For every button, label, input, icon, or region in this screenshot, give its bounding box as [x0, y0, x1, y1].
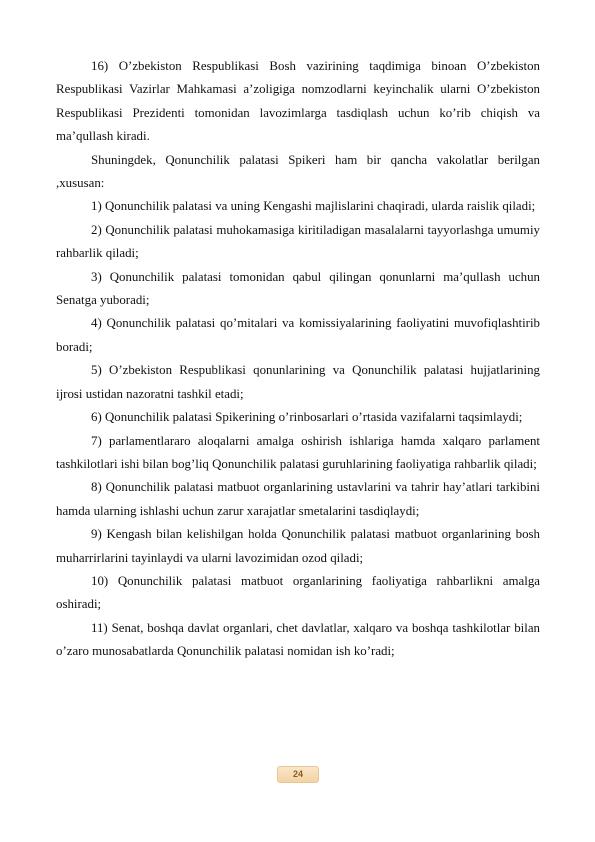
paragraph-8: 7) parlamentlararo aloqalarni amalga oshirish ishlariga hamda xalqaro parlament tashkilotlari ishi bilan bog’liq Qonunchilik palatasi guruhlarining faoliyatiga rahbarlik qiladi;: [56, 433, 540, 471]
page-number-badge: 24: [277, 766, 319, 783]
paragraph-11: 10) Qonunchilik palatasi matbuot organlarining faoliyatiga rahbarlikni amalga oshiradi;: [56, 573, 540, 612]
paragraph-0: 16) O’zbekiston Respublikasi Bosh vazirining taqdimiga binoan O’zbekiston Respublikasi Vazirlar Mahkamasi a’zoligiga nomzodlarni keyinchalik ularni O’zbekiston Respublikasi Prezidenti tomonidan lavozimlarga tasdiqlash uchun ko’rib chiqish va ma’qullash kiradi.: [56, 59, 540, 144]
paragraph-5: 4) Qonunchilik palatasi qo’mitalari va komissiyalarining faoliyatini muvofiqlashtirib boradi;: [56, 316, 540, 354]
paragraph-1: Shuningdek, Qonunchilik palatasi Spikeri ham bir qancha vakolatlar berilgan ,xususan:: [56, 152, 540, 191]
paragraph-2: 1) Qonunchilik palatasi va uning Kengashi majlislarini chaqiradi, ularda raislik qiladi;: [91, 199, 536, 214]
paragraph-12: 11) Senat, boshqa davlat organlari, chet davlatlar, xalqaro va boshqa tashkilotlar bilan o’zaro munosabatlarda Qonunchilik palatasi nomidan ish ko’radi;: [56, 620, 540, 659]
paragraph-4: 3) Qonunchilik palatasi tomonidan qabul qilingan qonunlarni ma’qullash uchun Senatga yuboradi;: [56, 269, 540, 308]
paragraph-7: 6) Qonunchilik palatasi Spikerining o’rinbosarlari o’rtasida vazifalarni taqsimlaydi;: [91, 410, 523, 425]
document-body: [56, 55, 540, 664]
paragraph-6: 5) O’zbekiston Respublikasi qonunlarining va Qonunchilik palatasi hujjatlarining ijrosi ustidan nazoratni tashkil etadi;: [56, 363, 540, 401]
paragraph-9: 8) Qonunchilik palatasi matbuot organlarining ustavlarini va tahrir hay’atlari tarkibini hamda ularning ishlashi uchun zarur xarajatlar smetalarini tasdiqlaydi;: [56, 480, 540, 518]
paragraph-3: 2) Qonunchilik palatasi muhokamasiga kiritiladigan masalalarni tayyorlashga umumiy rahbarlik qiladi;: [56, 222, 540, 261]
paragraph-10: 9) Kengash bilan kelishilgan holda Qonunchilik palatasi matbuot organlarining bosh muharrirlarini tayinlaydi va ularni lavozimidan ozod qiladi;: [56, 527, 540, 565]
